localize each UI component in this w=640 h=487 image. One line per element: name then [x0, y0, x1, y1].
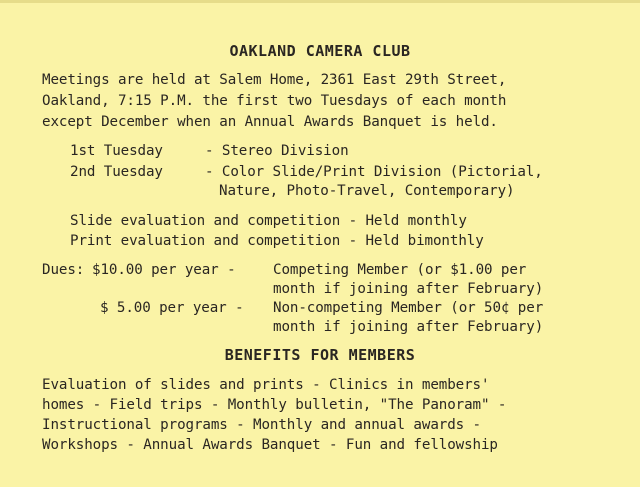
evaluation-line: Print evaluation and competition - Held bimonthly — [70, 233, 484, 249]
benefit-line: Instructional programs - Monthly and annual awards - — [42, 417, 481, 433]
dues-tier2-desc: month if joining after February) — [273, 319, 544, 335]
benefits-title: BENEFITS FOR MEMBERS — [224, 346, 416, 364]
division-day: 2nd Tuesday — [70, 164, 163, 180]
dues-tier1-desc: month if joining after February) — [273, 281, 544, 297]
benefit-line: Evaluation of slides and prints - Clinics in members' — [42, 377, 490, 393]
division-desc: - Stereo Division — [205, 143, 349, 159]
division-day: 1st Tuesday — [70, 143, 163, 159]
intro-line: Meetings are held at Salem Home, 2361 East 29th Street, — [42, 72, 507, 88]
dues-tier1-amount: $10.00 per year - — [92, 262, 236, 278]
benefit-line: homes - Field trips - Monthly bulletin, "The Panoram" - — [42, 397, 507, 413]
division-desc: Nature, Photo-Travel, Contemporary) — [219, 183, 515, 199]
dues-label: Dues: — [42, 262, 85, 278]
dues-tier2-amount: $ 5.00 per year - — [100, 300, 244, 316]
benefit-line: Workshops - Annual Awards Banquet - Fun and fellowship — [42, 437, 498, 453]
dues-tier1-desc: Competing Member (or $1.00 per — [273, 262, 527, 278]
club-title: OAKLAND CAMERA CLUB — [229, 42, 411, 60]
card-top-edge — [0, 0, 640, 3]
dues-tier2-desc: Non-competing Member (or 50¢ per — [273, 300, 544, 316]
evaluation-line: Slide evaluation and competition - Held monthly — [70, 213, 467, 229]
division-desc: - Color Slide/Print Division (Pictorial, — [205, 164, 543, 180]
intro-line: except December when an Annual Awards Banquet is held. — [42, 114, 498, 130]
intro-line: Oakland, 7:15 P.M. the first two Tuesdays of each month — [42, 93, 507, 109]
